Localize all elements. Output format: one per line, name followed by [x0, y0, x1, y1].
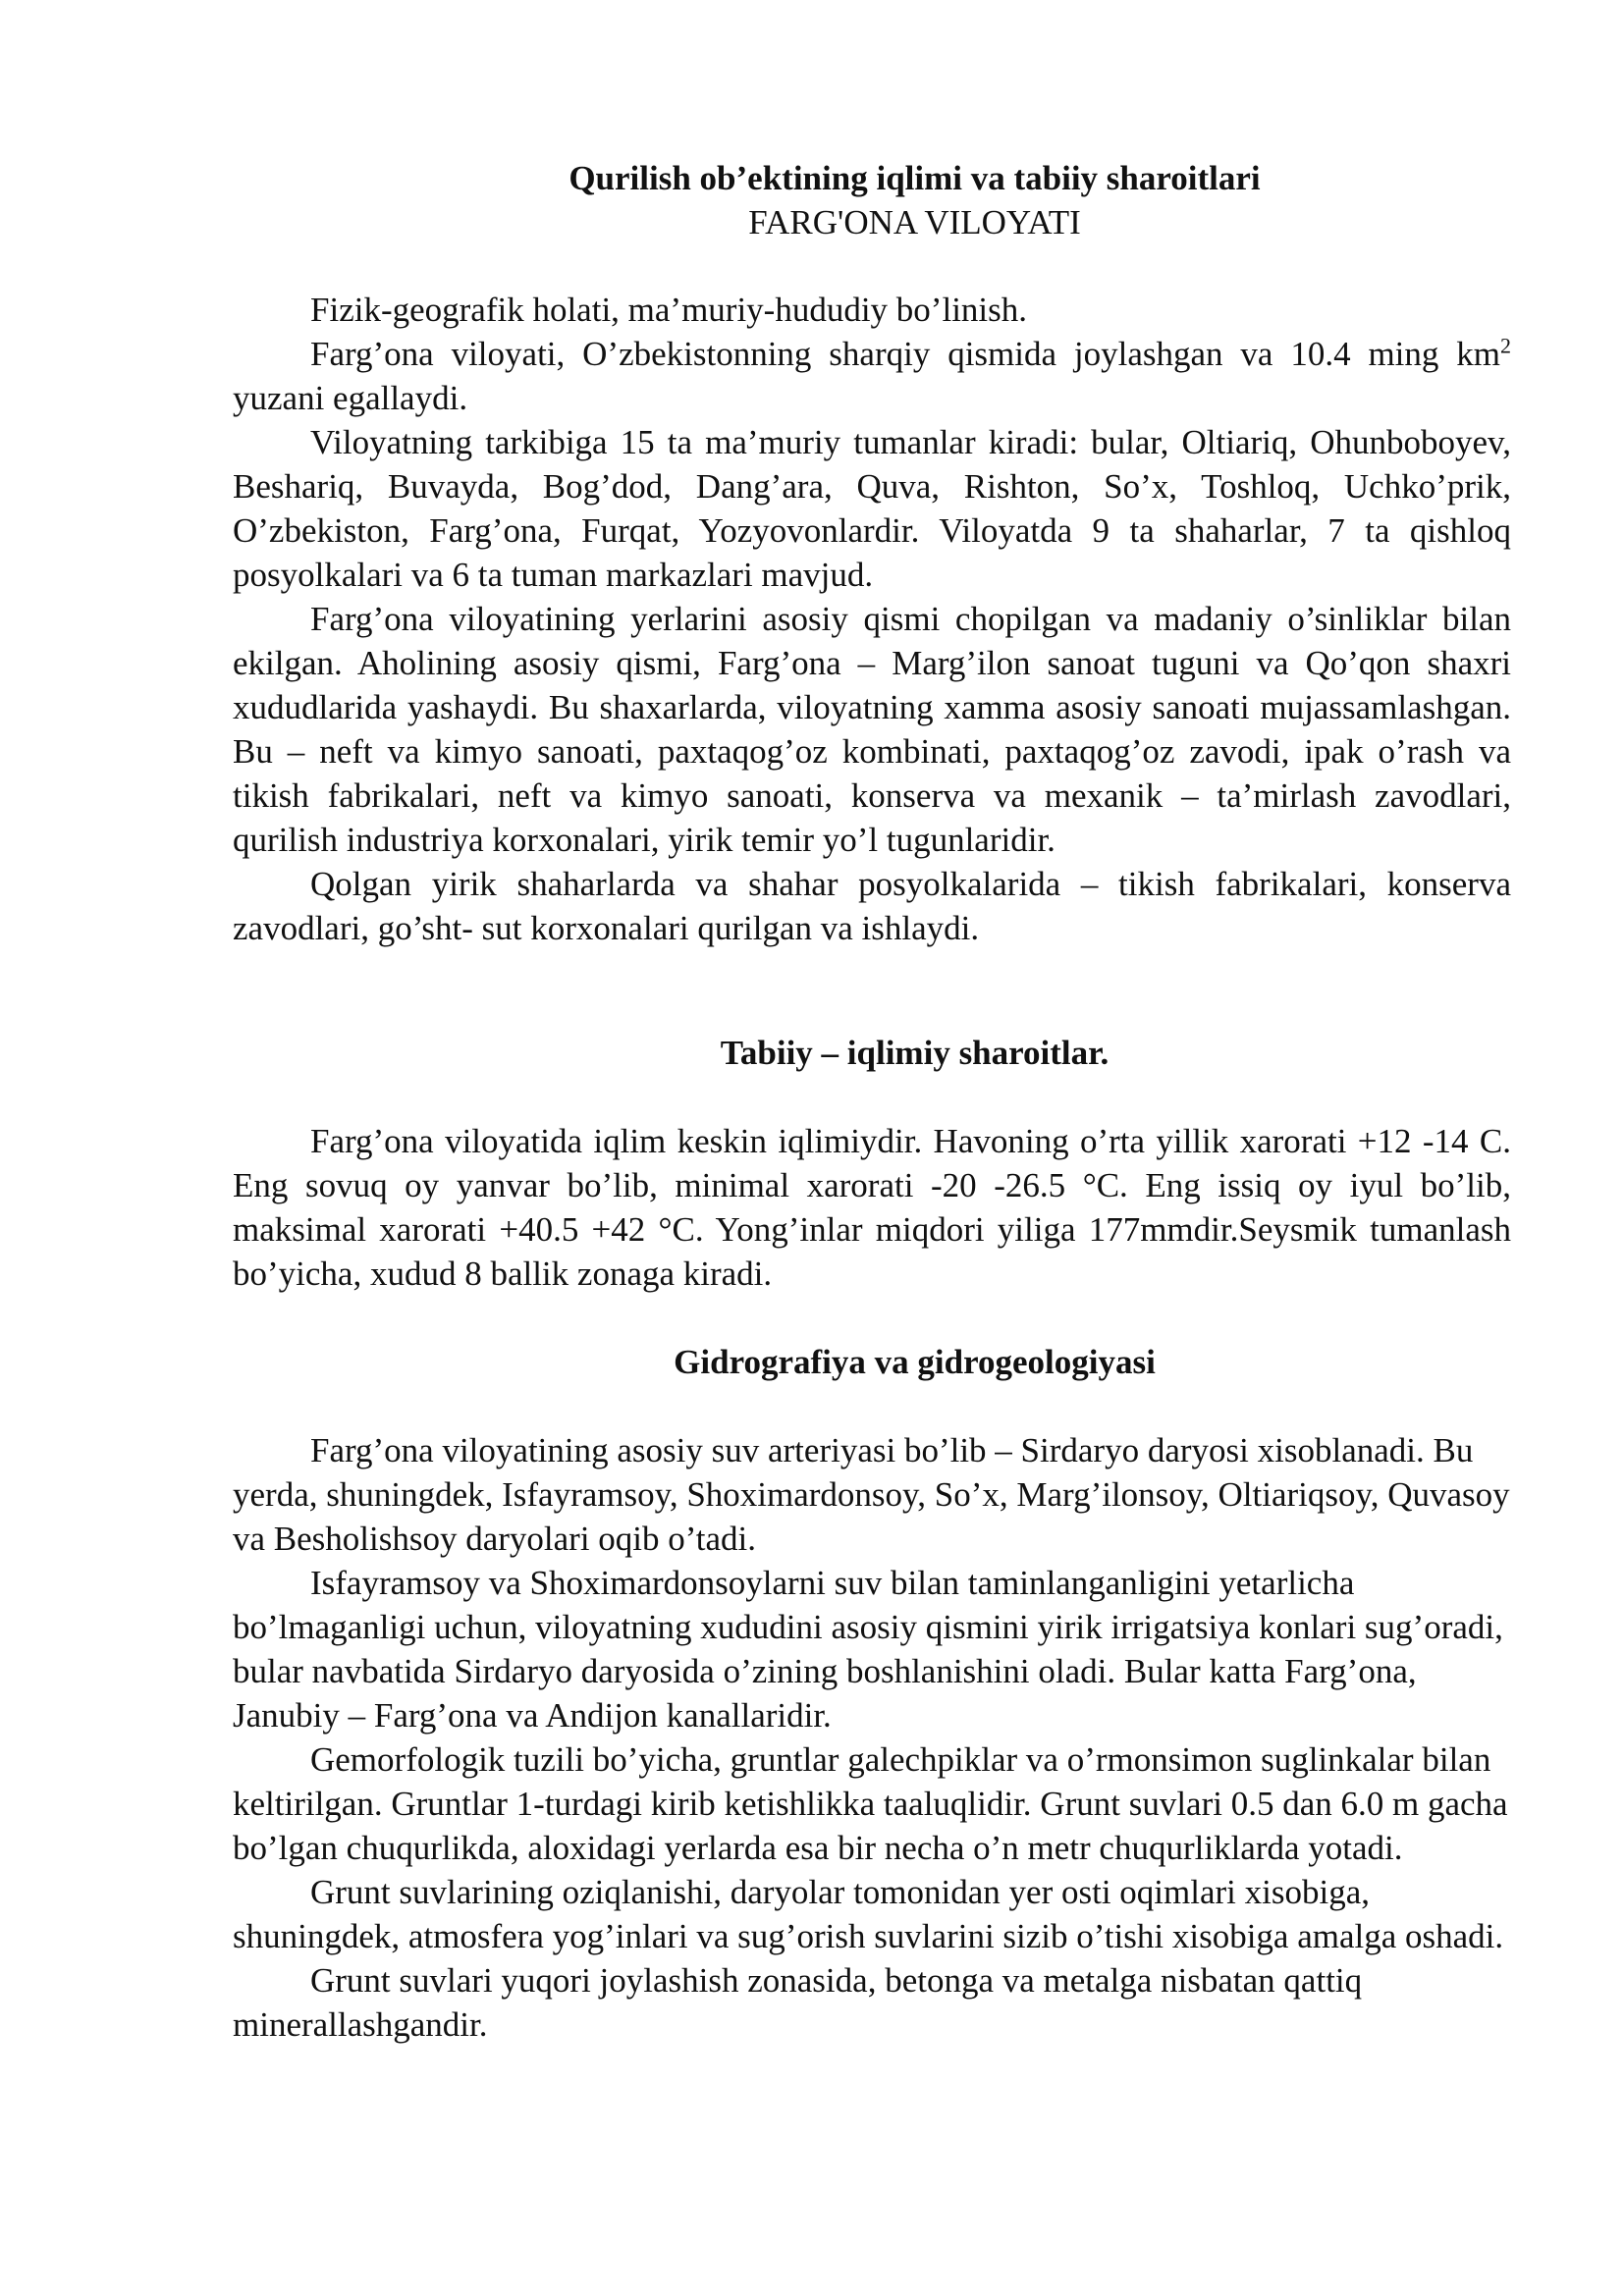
area-superscript: 2 — [1500, 333, 1511, 358]
section-physical-geography — [233, 288, 1511, 950]
paragraph-groundwater-mineralization: Grunt suvlari yuqori joylashish zonasida, betonga va metalga nisbatan qattiq minerallashgandir. — [233, 1961, 1363, 2044]
paragraph-districts: Viloyatning tarkibiga 15 ta ma’muriy tumanlar kiradi: bular, Oltiariq, Ohunboboyev, Beshariq, Buvayda, Bog’dod, Dang’ara, Quva, Rishton, So’x, Toshloq, Uchko’prik, O’zbekiston, Farg’ona, Furqat, Yozyovonlardir. Viloyatda 9 ta shaharlar, 7 ta qishloq posyolkalari va 6 ta tuman markazlari mavjud. — [233, 423, 1511, 594]
paragraph-industry: Farg’ona viloyatining yerlarini asosiy qismi chopilgan va madaniy o’sinliklar bilan ekilgan. Aholining asosiy qismi, Farg’ona – Marg’ilon sanoat tuguni va Qo’qon shaxri xududlarida yashaydi. Bu shaxarlarda, viloyatning xamma asosiy sanoati mujassamlashgan. Bu – neft va kimyo sanoati, paxtaqog’oz kombinati, paxtaqog’oz zavodi, ipak o’rash va tikish fabrikalari, neft va kimyo sanoati, konserva va mexanik – ta’mirlash zavodlari, qurilish industriya korxonalari, yirik temir yo’l tugunlaridir. — [233, 600, 1511, 859]
paragraph-other-cities: Qolgan yirik shaharlarda va shahar posyolkalarida – tikish fabrikalari, konserva zavodlari, go’sht- sut korxonalari qurilgan va ishlaydi. — [233, 865, 1511, 947]
section-climate — [233, 1119, 1511, 1296]
document-title: Qurilish ob’ektining iqlimi va tabiiy sharoitlari — [568, 159, 1261, 197]
paragraph-geomorphology: Gemorfologik tuzili bo’yicha, gruntlar galechpiklar va o’rmonsimon suglinkalar bilan keltirilgan. Gruntlar 1-turdagi kirib ketishlikka taaluqlidir. Grunt suvlari 0.5 dan 6.0 m gacha bo’lgan chuqurlikda, aloxidagi yerlarda esa bir necha o’n metr chuqurliklarda yotadi. — [233, 1740, 1508, 1867]
area-text: Farg’ona viloyati, O’zbekistonning sharqiy qismida joylashgan va 10.4 ming km — [310, 335, 1500, 373]
paragraph-intro: Fizik-geografik holati, ma’muriy-hududiy bo’linish. — [310, 291, 1028, 329]
paragraph-climate: Farg’ona viloyatida iqlim keskin iqlimiydir. Havoning o’rta yillik xarorati +12 -14 C. Eng sovuq oy yanvar bo’lib, minimal xarorati -20 -26.5 °C. Eng issiq oy iyul bo’lib, maksimal xarorati +40.5 +42 °C. Yong’inlar miqdori yiliga 177mmdir.Seysmik tumanlash bo’yicha, xudud 8 ballik zonaga kiradi. — [233, 1122, 1511, 1293]
area-text-end: yuzani egallaydi. — [233, 379, 468, 417]
paragraph-irrigation: Isfayramsoy va Shoximardonsoylarni suv bilan taminlanganligini yetarlicha bo’lmaganligi uchun, viloyatning xududini asosiy qismini yirik irrigatsiya konlari sug’oradi, bular navbatida Sirdaryo daryosida o’zining boshlanishini oladi. Bular katta Farg’ona, Janubiy – Farg’ona va Andijon kanallaridir. — [233, 1564, 1503, 1735]
section-heading-climate: Tabiiy – iqlimiy sharoitlar. — [720, 1034, 1110, 1072]
section-heading-hydrography: Gidrografiya va gidrogeologiyasi — [674, 1343, 1156, 1381]
section-hydrography — [233, 1428, 1511, 2047]
document-subtitle: FARG'ONA VILOYATI — [748, 203, 1081, 241]
paragraph-groundwater-feeding: Grunt suvlarining oziqlanishi, daryolar tomonidan yer osti oqimlari xisobiga, shuningdek, atmosfera yog’inlari va sug’orish suvlarini sizib o’tishi xisobiga amalga oshadi. — [233, 1873, 1504, 1955]
paragraph-area — [233, 332, 1511, 420]
paragraph-rivers: Farg’ona viloyatining asosiy suv arteriyasi bo’lib – Sirdaryo daryosi xisoblanadi. Bu yerda, shuningdek, Isfayramsoy, Shoximardonsoy, So’x, Marg’ilonsoy, Oltiariqsoy, Quvasoy va Besholishsoy daryolari oqib o’tadi. — [233, 1431, 1510, 1558]
